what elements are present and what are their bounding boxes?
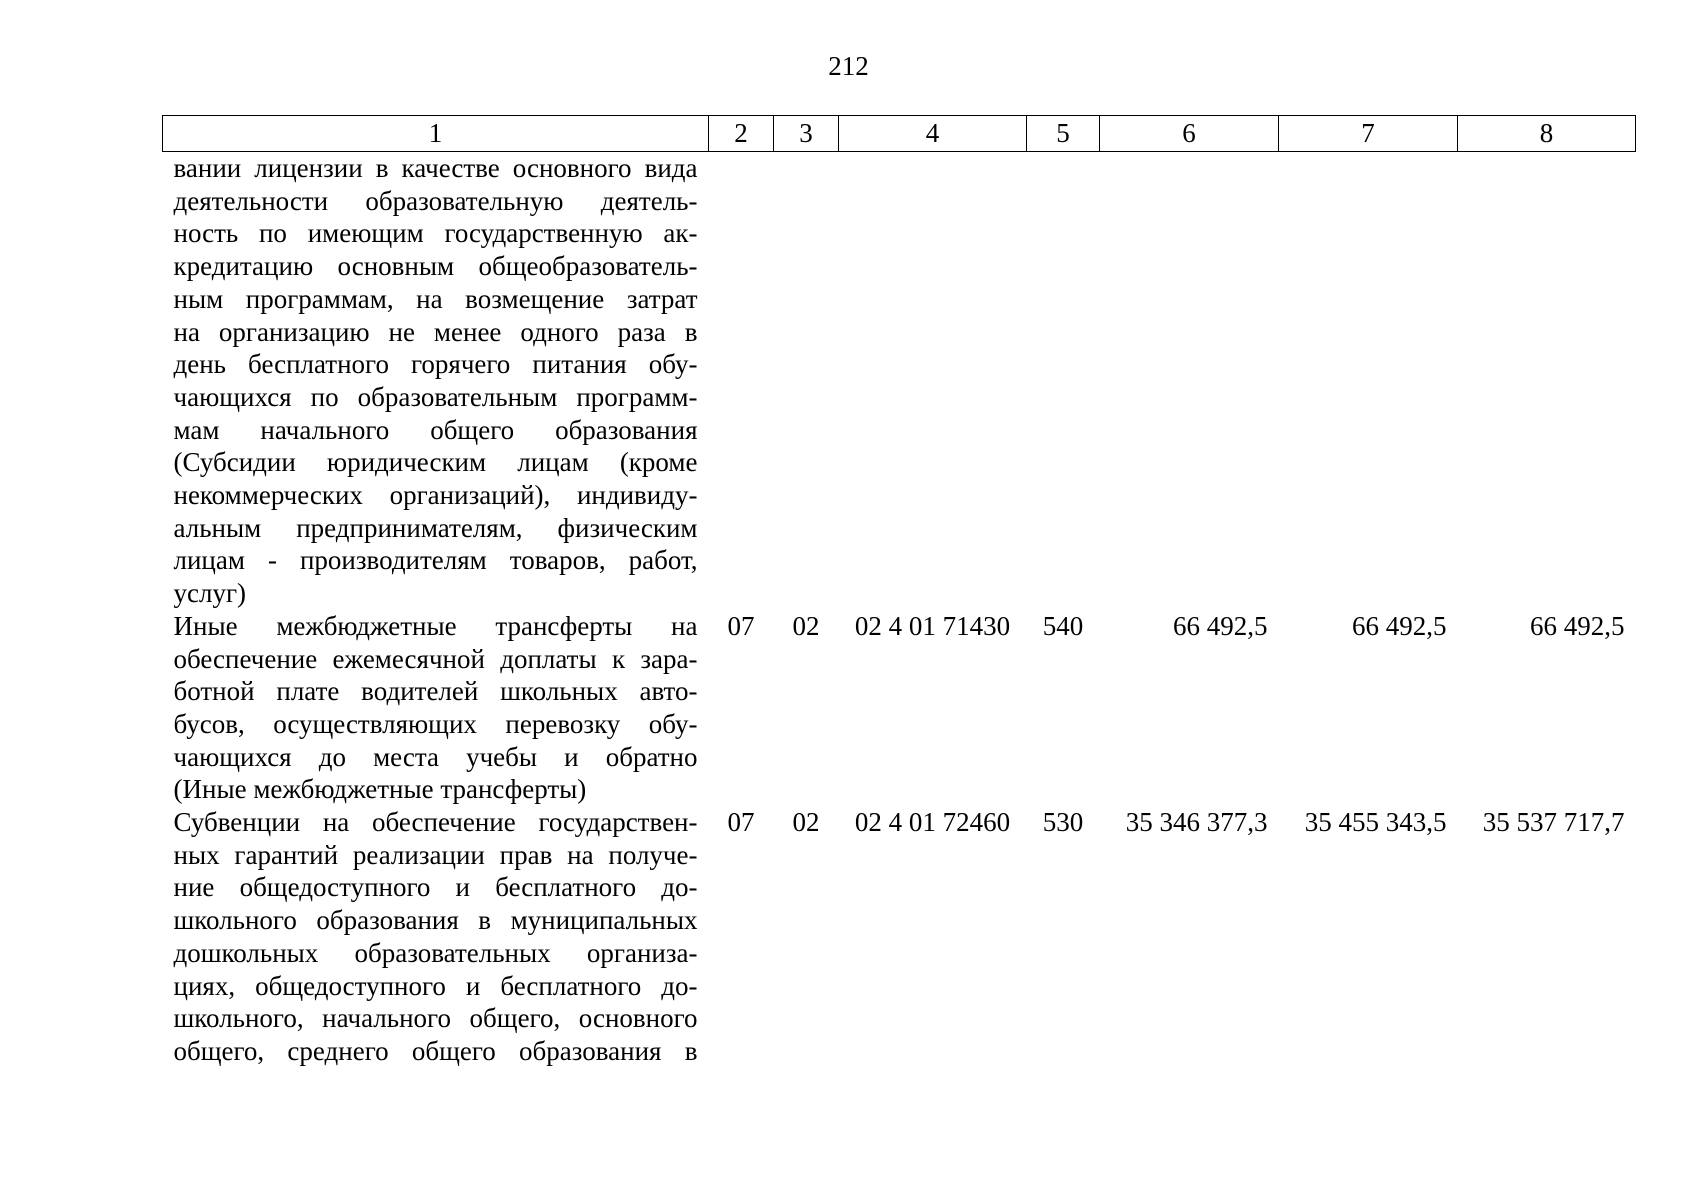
description-line: день бесплатного горячего питания обу- (173, 349, 698, 380)
column-header-3: 3 (774, 116, 839, 152)
target-article-cell: 02 4 01 71430 (854, 610, 1011, 641)
section-cell (709, 152, 774, 610)
description-line: лицам - производителям товаров, работ, (173, 545, 698, 576)
description-line: бусов, осуществляющих перевозку обу- (173, 708, 698, 739)
description-line: ным программам, на возмещение затрат (173, 283, 698, 314)
description-line: (Иные межбюджетные трансферты) (173, 774, 587, 805)
description-cell (163, 610, 709, 806)
column-header-6: 6 (1100, 116, 1279, 152)
description-line: ние общедоступного и бесплатного до- (173, 872, 698, 903)
amount-cell-2: 35 455 343,5 (1304, 807, 1447, 838)
table-row (163, 806, 1636, 1068)
description-line: на организацию не менее одного раза в (173, 316, 698, 347)
description-line: дошкольных образовательных организа- (173, 937, 698, 968)
amount-cell-1 (1100, 152, 1279, 610)
table-row (163, 610, 1636, 806)
target-article-cell (839, 152, 1027, 610)
description-line: некоммерческих организаций), индивиду- (173, 480, 698, 511)
column-header-5: 5 (1027, 116, 1100, 152)
table-body (163, 152, 1636, 1068)
description-line: ботной плате водителей школьных авто- (173, 676, 698, 707)
description-line: Субвенции на обеспечение государствен- (173, 807, 698, 838)
description-line: вании лицензии в качестве основного вида (173, 153, 698, 183)
description-line: циях, общедоступного и бесплатного до- (173, 970, 698, 1001)
column-header-2: 2 (709, 116, 774, 152)
description-line: чающихся по образовательным программ- (173, 381, 698, 412)
amount-cell-1: 35 346 377,3 (1125, 807, 1268, 838)
description-line: (Субсидии юридическим лицам (кроме (173, 447, 698, 478)
page-number: 212 (828, 51, 869, 81)
section-cell: 07 (727, 807, 755, 838)
column-header-1: 1 (163, 116, 709, 152)
description-line: альным предпринимателям, физическим (173, 512, 698, 543)
column-header-4: 4 (839, 116, 1027, 152)
description-line: ных гарантий реализации прав на получе- (173, 839, 698, 870)
description-cell (163, 152, 709, 610)
amount-cell-1: 66 492,5 (1173, 610, 1268, 641)
description-line: общего, среднего общего образования в (173, 1035, 698, 1066)
target-article-cell: 02 4 01 72460 (854, 807, 1011, 838)
column-header-7: 7 (1279, 116, 1458, 152)
header-row (163, 116, 1636, 152)
section-cell: 07 (727, 610, 755, 641)
amount-cell-2: 66 492,5 (1352, 610, 1447, 641)
expense-type-cell: 530 (1042, 807, 1084, 838)
table-row (163, 152, 1636, 610)
subsection-cell (774, 152, 839, 610)
description-line: услуг) (173, 578, 247, 609)
amount-cell-3 (1458, 152, 1636, 610)
description-line: Иные межбюджетные трансферты на (173, 610, 698, 641)
budget-table (162, 115, 1636, 1068)
amount-cell-2 (1279, 152, 1458, 610)
amount-cell-3: 66 492,5 (1530, 610, 1625, 641)
description-line: мам начального общего образования (173, 414, 698, 445)
description-line: кредитацию основным общеобразователь- (173, 251, 698, 282)
expense-type-cell: 540 (1042, 610, 1084, 641)
amount-cell-3: 35 537 717,7 (1482, 807, 1625, 838)
subsection-cell: 02 (792, 807, 820, 838)
description-line: чающихся до места учебы и обратно (173, 741, 698, 772)
description-line: школьного образования в муниципальных (173, 905, 698, 936)
description-line: обеспечение ежемесячной доплаты к зара- (173, 643, 698, 674)
description-cell (163, 806, 709, 1068)
description-line: деятельности образовательную деятель- (173, 185, 698, 216)
description-line: школьного, начального общего, основного (173, 1003, 698, 1034)
description-line: ность по имеющим государственную ак- (173, 218, 698, 249)
expense-type-cell (1027, 152, 1100, 610)
column-header-8: 8 (1458, 116, 1636, 152)
subsection-cell: 02 (792, 610, 820, 641)
